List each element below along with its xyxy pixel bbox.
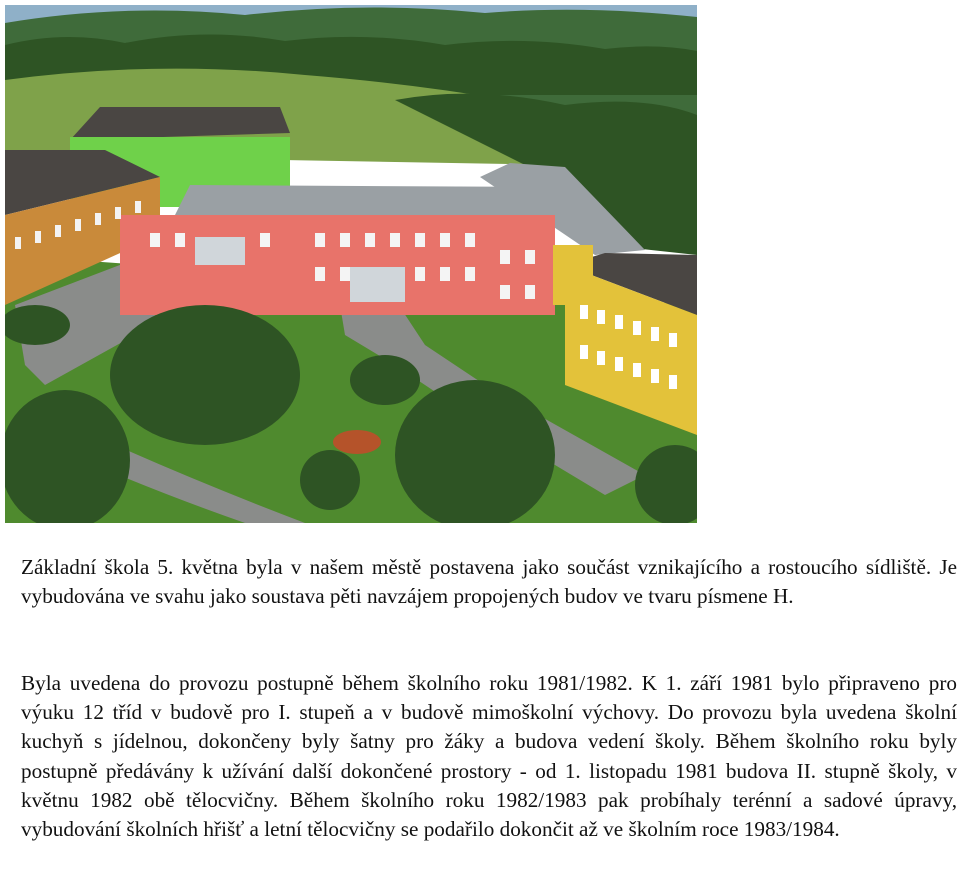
paragraph-history: Byla uvedena do provozu postupně během školního roku 1981/1982. K 1. září 1981 bylo připraveno pro výuku 12 tříd v budově pro I. stupeň a v budově mimoškolní výchovy. Do provozu byla uvedena školní kuchyň s jídelnou, dokončeny byly šatny pro žáky a budova vedení školy. Během školního roku byly postupně předávány k užívání další dokončené prostory - od 1. listopadu 1981 budova II. stupně školy, v květnu 1982 obě tělocvičny. Během školního roku 1982/1983 pak probíhaly terénní a sadové úpravy, vybudování školních hřišť a letní tělocvičny se podařilo dokončit až ve školním roce 1983/1984.	[21, 671, 957, 842]
coral-building-roof	[175, 185, 555, 217]
coral-building	[120, 215, 555, 315]
entrance-lower	[350, 267, 405, 302]
flower-bed	[333, 430, 381, 454]
yellow-building-annex	[553, 245, 593, 305]
school-aerial-photo	[5, 5, 697, 523]
entrance-canopy	[195, 237, 245, 265]
paragraph-intro: Základní škola 5. května byla v našem městě postavena jako součást vznikajícího a rostoucího sídliště. Je vybudována ve svahu jako soustava pěti navzájem propojených budov ve tvaru písmene H.	[21, 555, 957, 609]
